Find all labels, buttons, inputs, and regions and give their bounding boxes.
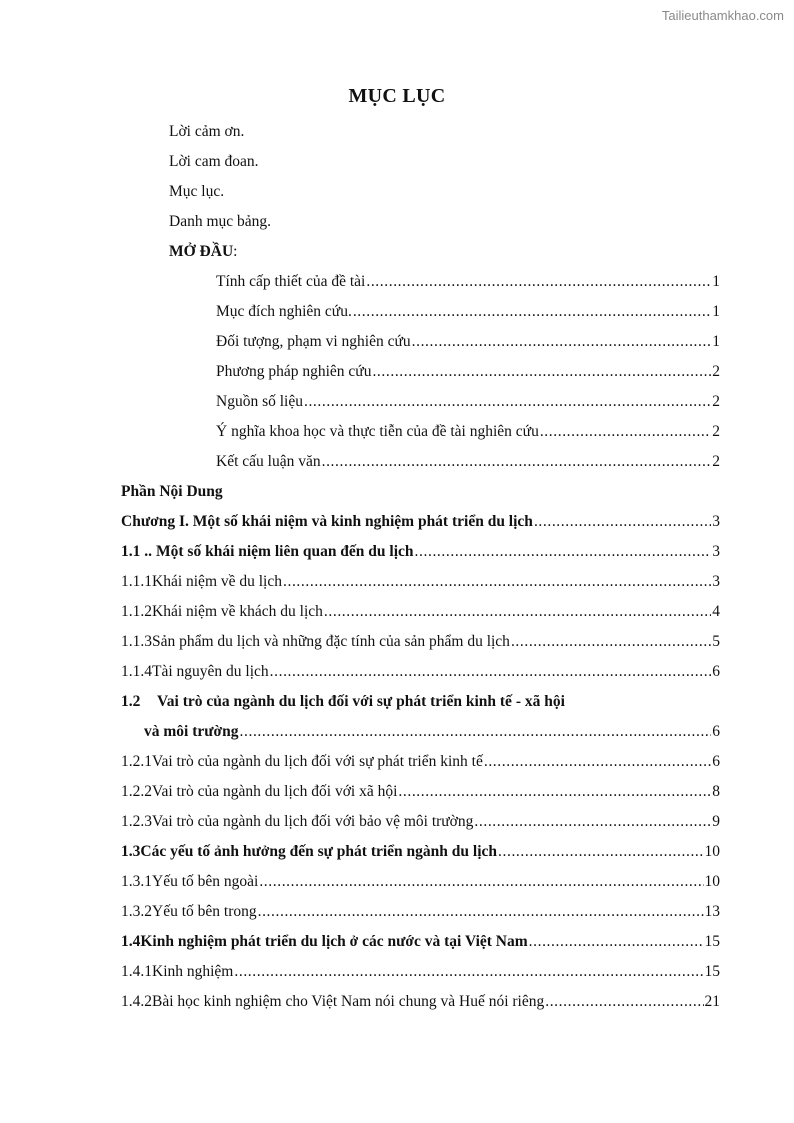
toc-subsection[interactable] <box>121 661 720 683</box>
dot-leader <box>372 361 711 383</box>
toc-entry-text: Sản phẩm du lịch và những đặc tính của sản phẩm du lịch <box>152 633 510 650</box>
dot-leader <box>283 571 711 593</box>
toc-entry-text: Khái niệm về du lịch <box>152 573 282 590</box>
toc-page-number: 3 <box>712 573 720 590</box>
dot-leader <box>240 721 712 743</box>
toc-section-number: 1.2.3 <box>121 813 152 830</box>
toc-page-number: 2 <box>712 363 720 380</box>
front-matter-item: Mục lục. <box>169 183 225 200</box>
toc-entry[interactable] <box>216 331 720 353</box>
toc-entry[interactable] <box>216 361 720 383</box>
toc-subsection[interactable] <box>121 901 720 923</box>
toc-subsection[interactable] <box>121 871 720 893</box>
toc-entry-text: Vai trò của ngành du lịch đối với sự phát triển kinh tế - xã hội <box>157 693 565 710</box>
page-title: MỤC LỤC <box>348 85 446 107</box>
toc-section-number: 1.2 <box>121 693 141 710</box>
toc-section-number: 1.3 <box>121 843 141 860</box>
toc-page-number: 10 <box>704 843 720 860</box>
toc-page-number: 6 <box>712 753 720 770</box>
toc-page-number: 3 <box>712 543 720 560</box>
toc-subsection[interactable] <box>121 571 720 593</box>
toc-section[interactable] <box>121 931 720 953</box>
front-matter-item: Danh mục bảng. <box>169 213 272 230</box>
toc-page-number: 15 <box>704 933 720 950</box>
dot-leader <box>540 421 711 443</box>
toc-entry-text: Đối tượng, phạm vi nghiên cứu <box>216 333 411 350</box>
toc-page-number: 2 <box>712 453 720 470</box>
toc-entry-text: Chương I. Một số khái niệm và kinh nghiệm phát triển du lịch <box>121 513 533 530</box>
toc-entry-text: Các yếu tố ảnh hưởng đến sự phát triển ngành du lịch <box>140 843 498 860</box>
toc-entry-text: Bài học kinh nghiệm cho Việt Nam nói chung và Huế nói riêng <box>152 993 545 1010</box>
toc-section[interactable] <box>121 541 720 563</box>
toc-entry[interactable] <box>216 271 720 293</box>
toc-section-number: 1.1.1 <box>121 573 152 590</box>
toc-entry-text: Một số khái niệm liên quan đến du lịch <box>156 543 414 560</box>
toc-entry-text: Khái niệm về khách du lịch <box>152 603 323 620</box>
dot-leader <box>498 841 703 863</box>
toc-section-line1[interactable] <box>121 691 565 713</box>
toc-section-line2[interactable] <box>144 721 720 743</box>
toc-chapter[interactable] <box>121 511 720 533</box>
toc-page-number: 6 <box>712 723 720 740</box>
toc-entry-text: Vai trò của ngành du lịch đối với bảo vệ môi trường <box>152 813 474 830</box>
toc-entry[interactable] <box>216 421 720 443</box>
toc-entry-text: Nguồn số liệu <box>216 393 303 410</box>
dot-leader <box>484 751 711 773</box>
dot-leader <box>258 901 704 923</box>
dot-leader <box>322 451 712 473</box>
dot-leader <box>398 781 711 803</box>
toc-section[interactable] <box>121 841 720 863</box>
toc-entry-text: Ý nghĩa khoa học và thực tiễn của đề tài nghiên cứu <box>216 423 539 440</box>
toc-page-number: 3 <box>712 513 720 530</box>
toc-entry-text: Vai trò của ngành du lịch đối với sự phát triển kinh tế <box>152 753 483 770</box>
intro-heading-text: MỞ ĐẦU <box>169 243 234 260</box>
intro-heading-colon: : <box>233 243 238 260</box>
dot-leader <box>529 931 704 953</box>
dot-leader <box>415 541 712 563</box>
toc-entry-text: Kết cấu luận văn <box>216 453 321 470</box>
toc-section-number: 1.1.3 <box>121 633 152 650</box>
toc-page-number: 2 <box>712 423 720 440</box>
dot-leader <box>511 631 711 653</box>
toc-section-number: 1.4.1 <box>121 963 152 980</box>
dot-leader <box>534 511 711 533</box>
dot-leader <box>545 991 703 1013</box>
toc-entry-text: Mục đích nghiên cứu. <box>216 303 352 320</box>
dot-leader <box>474 811 711 833</box>
toc-page-number: 5 <box>712 633 720 650</box>
toc-section-number: 1.1 .. <box>121 543 152 560</box>
toc-page-number: 15 <box>704 963 720 980</box>
toc-page-number: 1 <box>712 333 720 350</box>
toc-page-number: 4 <box>712 603 720 620</box>
toc-subsection[interactable] <box>121 811 720 833</box>
toc-section-number: 1.4 <box>121 933 141 950</box>
toc-entry[interactable] <box>216 301 720 323</box>
toc-entry[interactable] <box>216 451 720 473</box>
toc-page-number: 2 <box>712 393 720 410</box>
toc-entry[interactable] <box>216 391 720 413</box>
dot-leader <box>412 331 712 353</box>
toc-page-number: 10 <box>704 873 720 890</box>
toc-section-number: 1.1.2 <box>121 603 152 620</box>
front-matter-item: Lời cảm ơn. <box>169 123 245 140</box>
toc-subsection[interactable] <box>121 781 720 803</box>
toc-section-number: 1.1.4 <box>121 663 152 680</box>
toc-subsection[interactable] <box>121 961 720 983</box>
dot-leader <box>324 601 711 623</box>
toc-page-number: 8 <box>712 783 720 800</box>
dot-leader <box>366 271 711 293</box>
dot-leader <box>234 961 703 983</box>
toc-subsection[interactable] <box>121 631 720 653</box>
toc-section-number: 1.2.1 <box>121 753 152 770</box>
toc-page-number: 13 <box>704 903 720 920</box>
toc-page-number: 1 <box>712 303 720 320</box>
toc-entry-text: Phương pháp nghiên cứu <box>216 363 372 380</box>
toc-subsection[interactable] <box>121 991 720 1013</box>
dot-leader <box>353 301 711 323</box>
toc-subsection[interactable] <box>121 601 720 623</box>
toc-section-number: 1.3.2 <box>121 903 152 920</box>
toc-page-number: 9 <box>712 813 720 830</box>
toc-section-number: 1.2.2 <box>121 783 152 800</box>
dot-leader <box>259 871 703 893</box>
toc-entry-text: Yếu tố bên ngoài <box>152 873 259 890</box>
toc-entry-text: Vai trò của ngành du lịch đối với xã hội <box>152 783 398 800</box>
toc-page-number: 21 <box>704 993 720 1010</box>
intro-heading <box>169 241 237 263</box>
toc-section-number: 1.4.2 <box>121 993 152 1010</box>
front-matter-item: Lời cam đoan. <box>169 153 259 170</box>
toc-subsection[interactable] <box>121 751 720 773</box>
toc-page-number: 6 <box>712 663 720 680</box>
toc-entry-text: Tài nguyên du lịch <box>152 663 269 680</box>
toc-entry-text: Tính cấp thiết của đề tài <box>216 273 366 290</box>
watermark: Tailieuthamkhao.com <box>661 8 784 23</box>
dot-leader <box>304 391 711 413</box>
toc-entry-text: Kinh nghiệm phát triển du lịch ở các nước và tại Việt Nam <box>140 933 528 950</box>
toc-entry-text: Kinh nghiệm <box>152 963 234 980</box>
toc-entry-text: Yếu tố bên trong <box>152 903 257 920</box>
toc-entry-text: và môi trường <box>144 723 239 740</box>
part-heading: Phần Nội Dung <box>121 483 223 500</box>
dot-leader <box>270 661 712 683</box>
toc-page-number: 1 <box>712 273 720 290</box>
toc-section-number: 1.3.1 <box>121 873 152 890</box>
